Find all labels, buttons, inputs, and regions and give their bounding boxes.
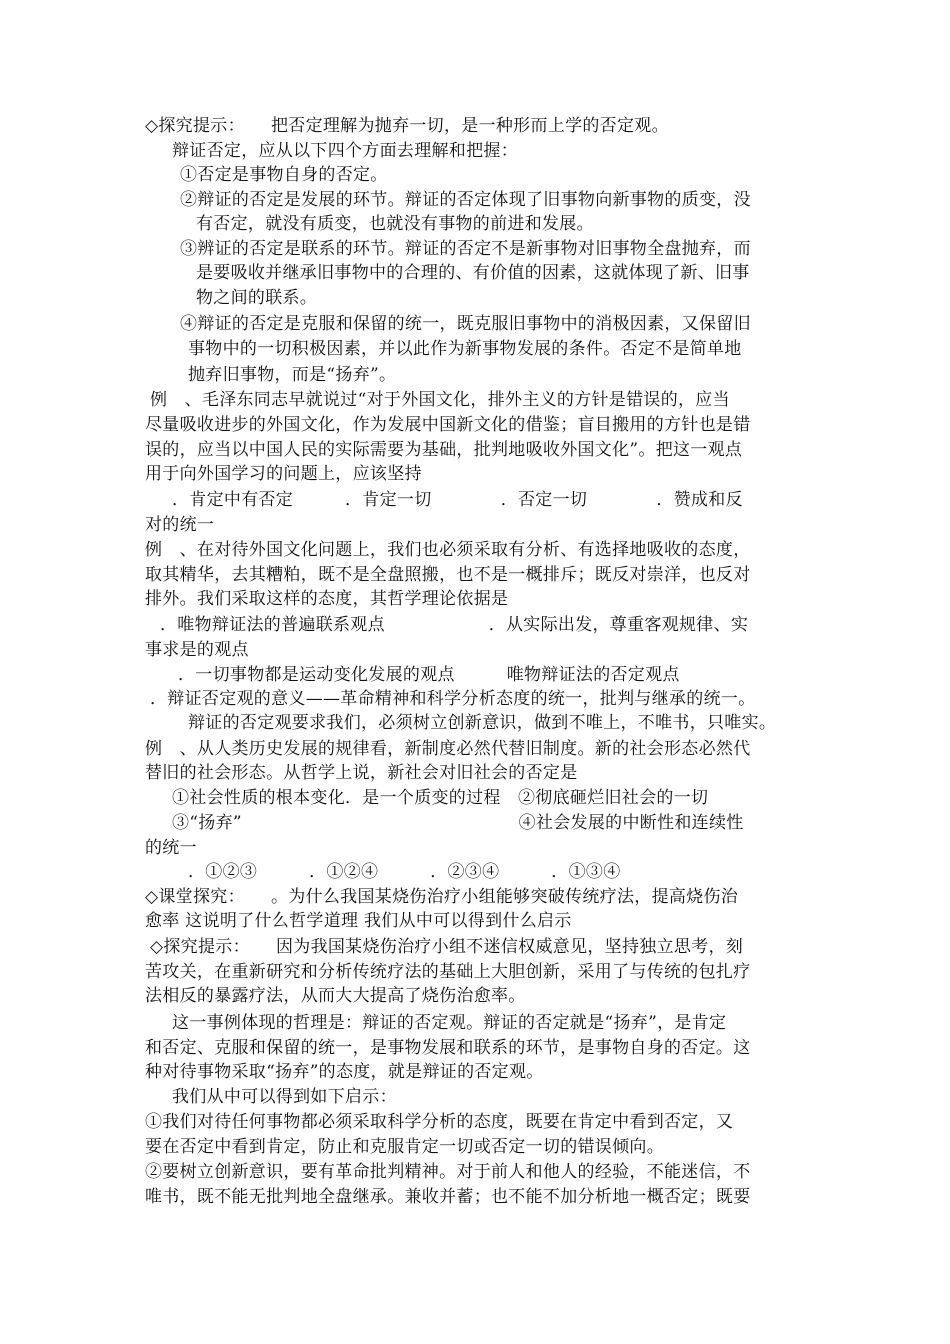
text-line: 替旧的社会形态。从哲学上说，新社会对旧社会的否定是	[145, 763, 578, 783]
text-line: ②要树立创新意识，要有革命批判精神。对于前人和他人的经验，不能迷信，不	[145, 1162, 751, 1182]
text-line: 辩证的否定观要求我们，必须树立创新意识，做到不唯上，不唯书，只唯实。	[188, 713, 777, 733]
text-line: 这一事例体现的哲理是：辩证的否定观。辩证的否定就是“扬弃”，是肯定	[172, 1013, 727, 1033]
text-line: 是要吸收并继承旧事物中的合理的、有价值的因素，这就体现了新、旧事	[196, 263, 750, 283]
text-line: ①社会性质的根本变化．是一个质变的过程 ②彻底砸烂旧社会的一切	[172, 788, 709, 808]
text-line: 苦攻关，在重新研究和分析传统疗法的基础上大胆创新，采用了与传统的包扎疗	[145, 962, 751, 982]
text-line: 唯书，既不能无批判地全盘继承。兼收并蓄；也不能不加分析地一概否定；既要	[145, 1187, 751, 1207]
text-line: 误的，应当以中国人民的实际需要为基础，批判地吸收外国文化”。把这一观点	[145, 440, 743, 460]
text-line: ③“扬弃” ④社会发展的中断性和连续性	[172, 813, 744, 833]
text-line: 要在否定中看到肯定，防止和克服肯定一切或否定一切的错误倾向。	[145, 1137, 664, 1157]
text-line: ．唯物辩证法的普遍联系观点 ．从实际出发，尊重客观规律、实	[160, 615, 749, 635]
text-line: 抛弃旧事物，而是“扬弃”。	[188, 365, 397, 385]
text-line: 法相反的暴露疗法，从而大大提高了烧伤治愈率。	[145, 986, 526, 1006]
text-line: 尽量吸收进步的外国文化，作为发展中国新文化的借鉴；盲目搬用的方针也是错	[145, 415, 751, 435]
text-line: 和否定、克服和保留的统一，是事物发展和联系的环节，是事物自身的否定。这	[145, 1038, 751, 1058]
text-line: 我们从中可以得到如下启示：	[172, 1087, 397, 1107]
text-line: ①否定是事物自身的否定。	[180, 165, 388, 185]
text-line: 事物中的一切积极因素，并以此作为新事物发展的条件。否定不是简单地	[188, 339, 742, 359]
text-line: ．①②③ ．①②④ ．②③④ ．①③④	[188, 862, 621, 882]
text-line: ◇探究提示： 因为我国某烧伤治疗小组不迷信权威意见，坚持独立思考，刻	[150, 937, 744, 957]
text-line: 例 、从人类历史发展的规律看，新制度必然代替旧制度。新的社会形态必然代	[145, 739, 751, 759]
text-line: 辩证否定，应从以下四个方面去理解和把握：	[172, 141, 518, 161]
text-line: ③辨证的否定是联系的环节。辩证的否定不是新事物对旧事物全盘抛弃，而	[180, 239, 751, 259]
text-line: 种对待事物采取“扬弃”的态度，就是辩证的否定观。	[145, 1062, 544, 1082]
text-line: 的统一	[145, 838, 197, 858]
text-line: 对的统一	[145, 515, 215, 535]
text-line: 排外。我们采取这样的态度，其哲学理论依据是	[145, 589, 509, 609]
text-line: 例 、毛泽东同志早就说过“对于外国文化，排外主义的方针是错误的，应当	[150, 390, 730, 410]
text-line: 例 、在对待外国文化问题上，我们也必须采取有分析、有选择地吸收的态度，	[145, 540, 751, 560]
text-line: 物之间的联系。	[196, 288, 318, 308]
text-line: ．一切事物都是运动变化发展的观点 唯物辩证法的否定观点	[178, 665, 680, 685]
text-line: ◇课堂探究： 。为什么我国某烧伤治疗小组能够突破传统疗法，提高烧伤治	[145, 887, 739, 907]
text-line: ．辩证否定观的意义——革命精神和科学分析态度的统一，批判与继承的统一。	[150, 689, 756, 709]
text-line: 取其精华，去其糟粕，既不是全盘照搬，也不是一概排斥；既反对崇洋，也反对	[145, 565, 751, 585]
text-line: 有否定，就没有质变，也就没有事物的前进和发展。	[196, 214, 594, 234]
text-line: ④辩证的否定是克服和保留的统一，既克服旧事物中的消极因素，又保留旧	[180, 314, 751, 334]
text-line: 事求是的观点	[145, 640, 249, 660]
text-line: ．肯定中有否定 ．肯定一切 ．否定一切 ．赞成和反	[172, 490, 743, 510]
text-line: ◇探究提示： 把否定理解为抛弃一切，是一种形而上学的否定观。	[145, 116, 669, 136]
text-line: 用于向外国学习的问题上，应该坚持	[145, 464, 422, 484]
text-line: 愈率 这说明了什么哲学道理 我们从中可以得到什么启示	[145, 911, 572, 931]
text-line: ①我们对待任何事物都必须采取科学分析的态度，既要在肯定中看到否定，又	[145, 1112, 734, 1132]
text-line: ②辩证的否定是发展的环节。辩证的否定体现了旧事物向新事物的质变，没	[180, 190, 751, 210]
